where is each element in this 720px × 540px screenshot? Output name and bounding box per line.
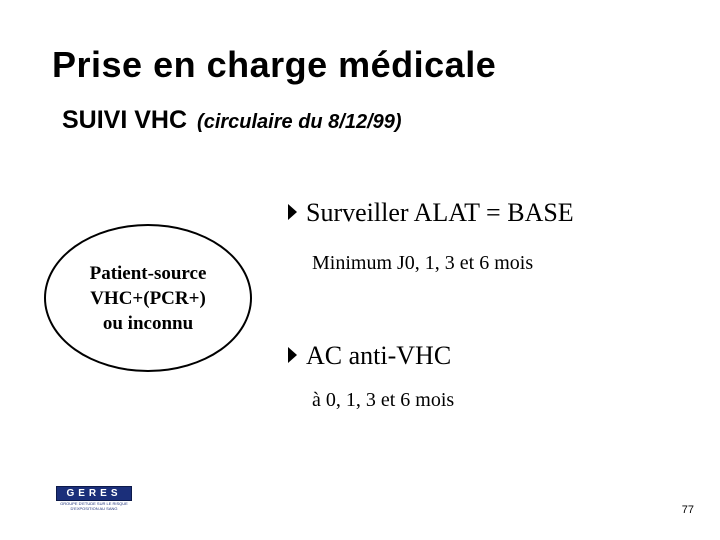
logo-caption: GROUPE D'ETUDE SUR LE RISQUE: [60, 501, 128, 506]
logo-caption: D'EXPOSITION AU SANG: [70, 506, 118, 511]
bullet-detail: à 0, 1, 3 et 6 mois: [312, 389, 455, 411]
bullet-text: AC anti-VHC: [306, 341, 452, 370]
geres-logo: [56, 486, 132, 511]
ellipse-line: Patient-source: [89, 263, 207, 284]
ellipse-line: ou inconnu: [102, 313, 194, 334]
bullet-alat: [288, 198, 574, 228]
ellipse-line: VHC+(PCR+): [90, 288, 206, 309]
slide-subtitle: [62, 106, 402, 135]
slide-title: Prise en charge médicale: [52, 44, 497, 85]
bullet-ac-anti-vhc: [288, 341, 451, 371]
subtitle-note: (circulaire du 8/12/99): [197, 111, 402, 133]
bullet-arrow-icon: [288, 347, 297, 363]
ellipse-label: [44, 261, 252, 336]
logo-wordmark: GERES: [56, 486, 132, 501]
bullet-detail: Minimum J0, 1, 3 et 6 mois: [312, 252, 534, 274]
bullet-text: Surveiller ALAT = BASE: [306, 198, 574, 227]
page-number: 77: [681, 504, 694, 516]
subtitle-main: SUIVI VHC: [62, 106, 188, 134]
bullet-arrow-icon: [288, 204, 297, 220]
